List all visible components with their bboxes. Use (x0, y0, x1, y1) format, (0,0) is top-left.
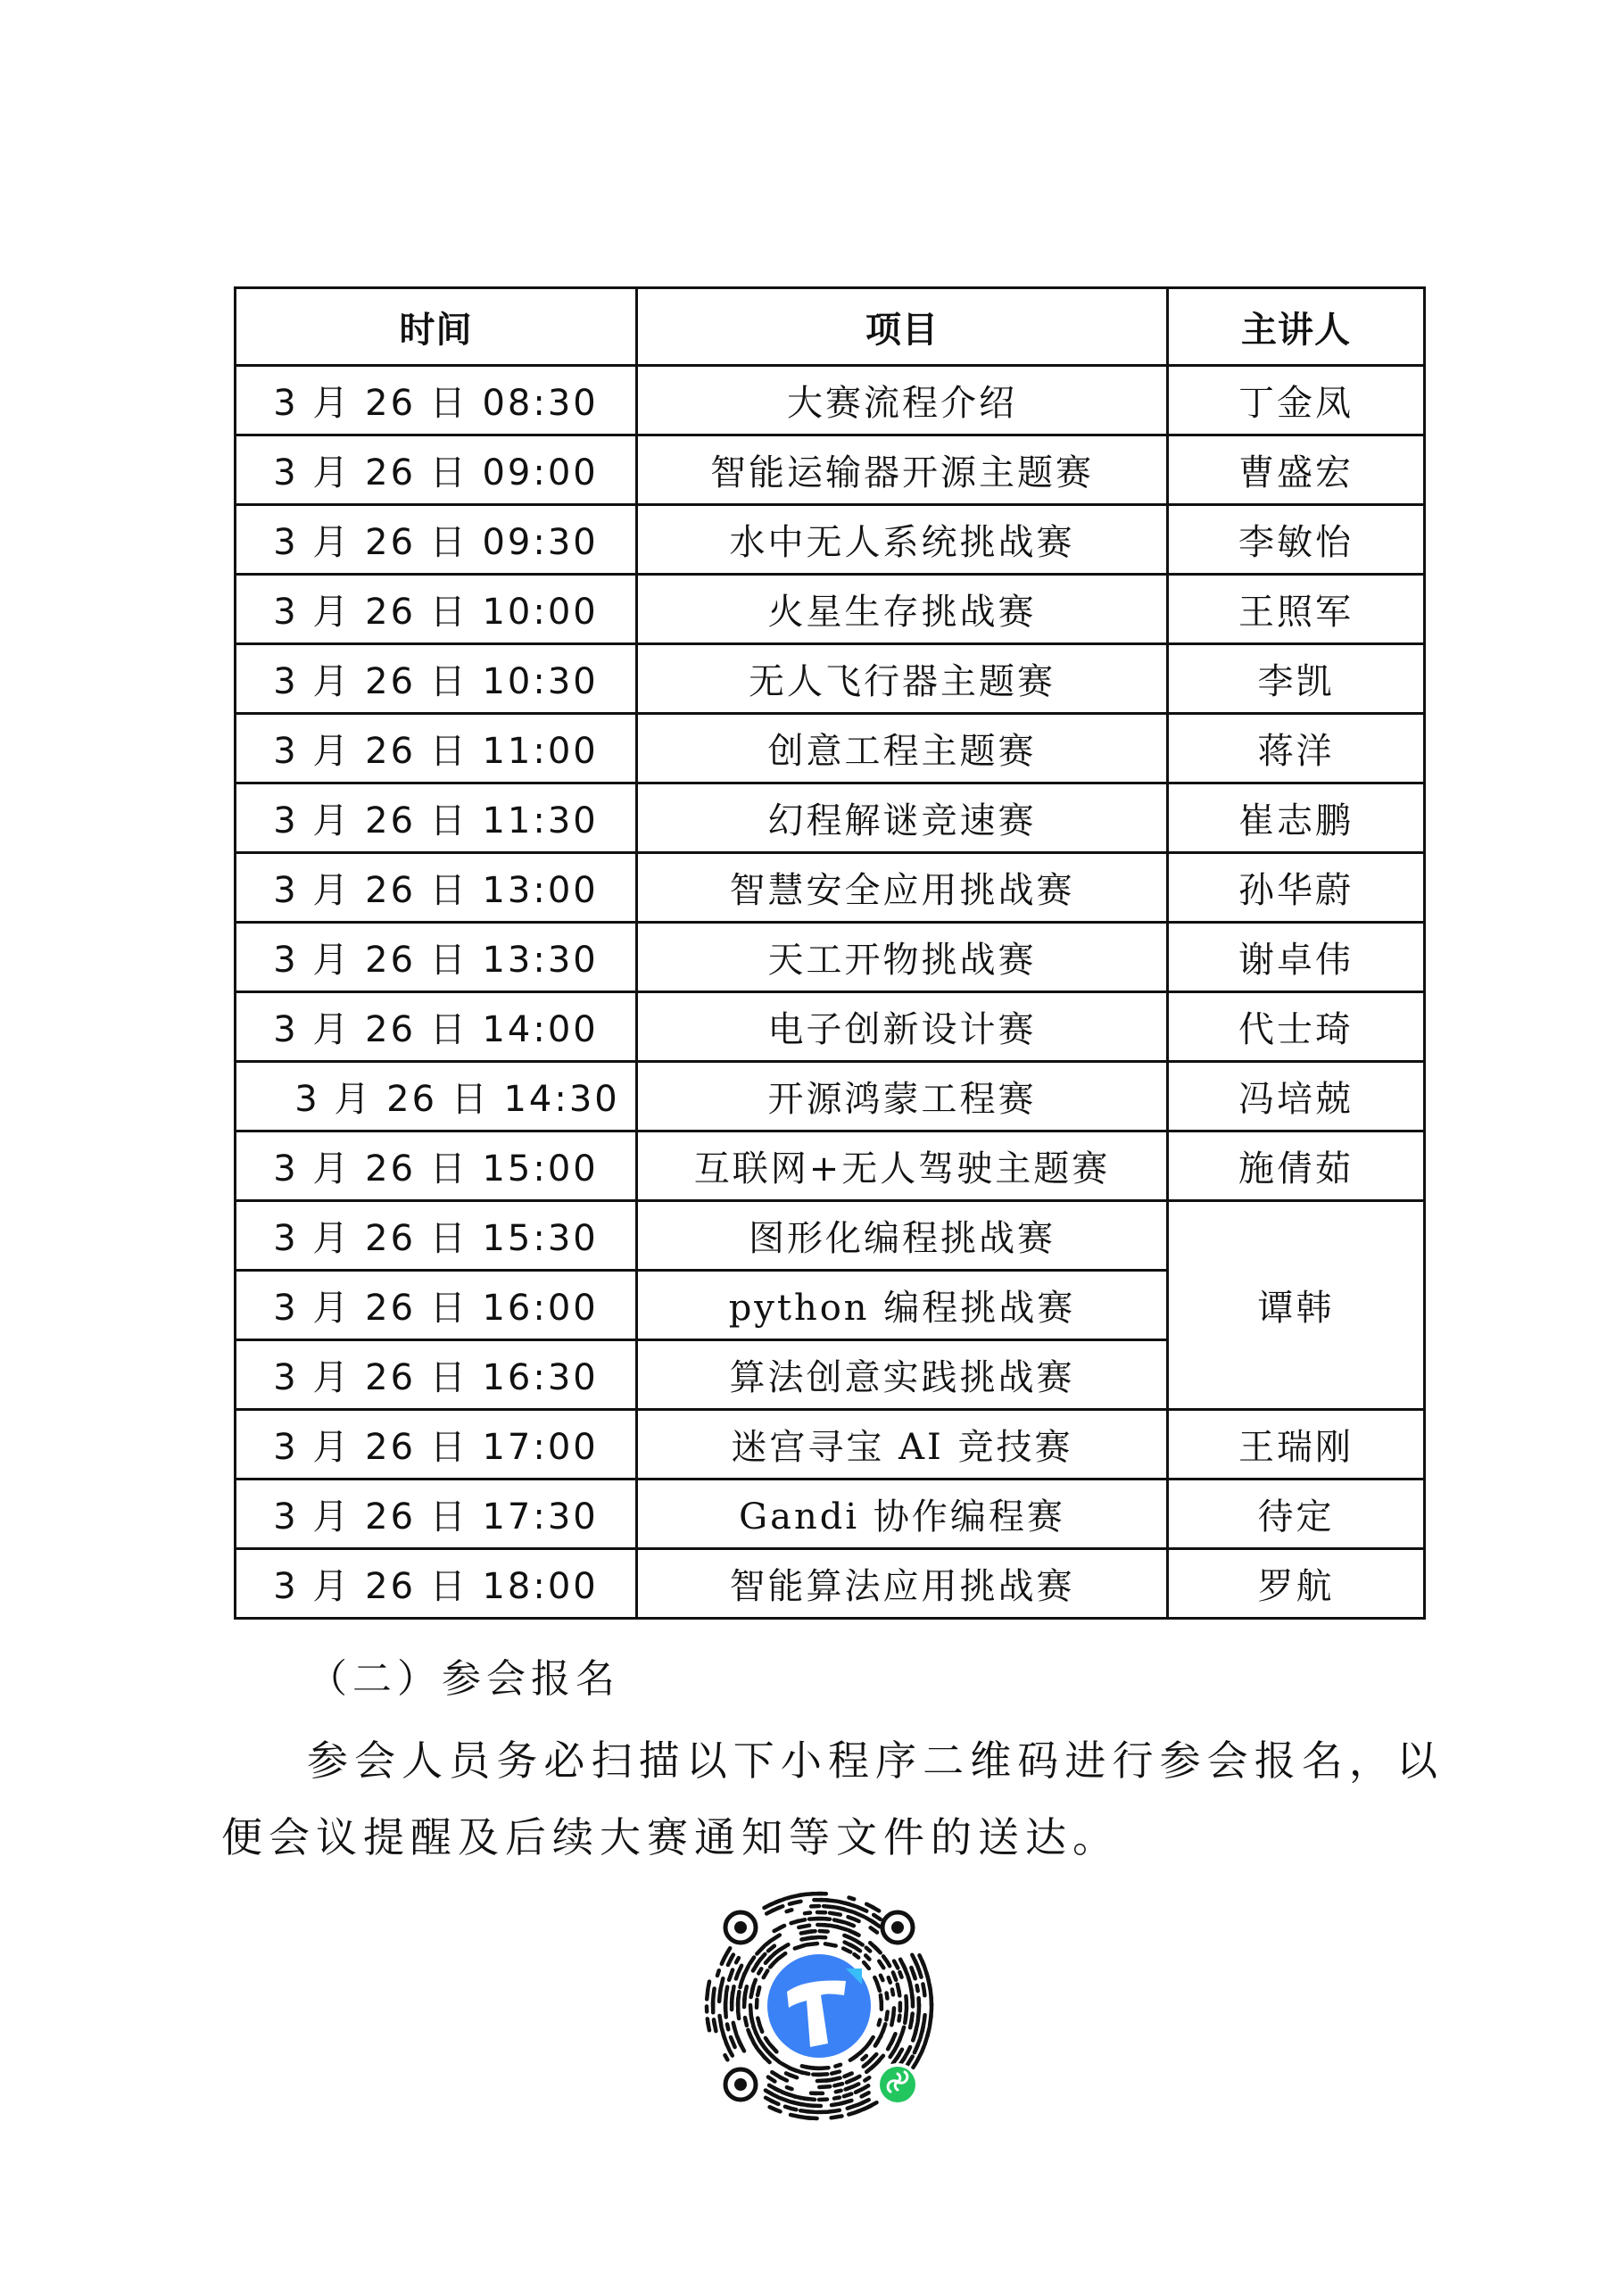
qr-dot (891, 2015, 893, 2026)
row-item: 互联网+无人驾驶主题赛 (637, 1131, 1168, 1201)
qr-dot (848, 2105, 857, 2109)
qr-dot (834, 2084, 842, 2085)
qr-dot (825, 1944, 836, 1945)
row-time: 3 月 26 日 13:00 (236, 853, 637, 923)
qr-dot (844, 2094, 852, 2097)
qr-dot (835, 2065, 840, 2067)
qr-dot (832, 2104, 840, 2106)
qr-dot (914, 1974, 915, 1979)
qr-dot (791, 2115, 799, 2117)
qr-dot (886, 2012, 887, 2020)
row-speaker: 待定 (1168, 1480, 1425, 1549)
qr-dot (797, 1919, 805, 1921)
qr-dot (893, 2055, 899, 2064)
row-item: 创意工程主题赛 (637, 714, 1168, 783)
row-item: 迷宫寻宝 AI 竞技赛 (637, 1410, 1168, 1480)
qr-dot (725, 1994, 726, 2005)
row-time: 3 月 26 日 16:30 (236, 1340, 637, 1410)
qr-dot (894, 1961, 898, 1969)
qr-dot (872, 1907, 879, 1911)
row-item: 智能算法应用挑战赛 (637, 1549, 1168, 1619)
qr-dot (731, 1955, 733, 1960)
qr-dot (879, 1961, 883, 1969)
qr-finder-top-left (725, 1912, 756, 1943)
qr-dot (805, 1913, 810, 1914)
qr-dot (714, 2019, 715, 2025)
qr-dot (780, 2098, 790, 2101)
mini-program-qr-code[interactable] (694, 1881, 944, 2131)
row-time: 3 月 26 日 09:30 (236, 505, 637, 575)
qr-dot (714, 1989, 715, 1994)
row-speaker: 罗航 (1168, 1549, 1425, 1619)
qr-dot (921, 2027, 923, 2038)
row-time: 3 月 26 日 08:30 (236, 366, 637, 435)
section-title: （二）参会报名 (308, 1656, 620, 1702)
qr-dot (807, 1937, 818, 1938)
row-item: Gandi 协作编程赛 (637, 1480, 1168, 1549)
qr-dot (726, 1987, 727, 1993)
table-row (236, 1062, 1425, 1131)
qr-dot (727, 1948, 730, 1952)
qr-dot (865, 2077, 869, 2080)
table-row (236, 1549, 1425, 1619)
row-time: 3 月 26 日 18:00 (236, 1549, 637, 1619)
row-speaker: 谢卓伟 (1168, 923, 1425, 992)
table-row (236, 1201, 1425, 1271)
qr-dot (720, 2016, 722, 2027)
qr-dot (864, 1962, 869, 1969)
row-time: 3 月 26 日 14:30 (236, 1062, 637, 1131)
row-item: 算法创意实践挑战赛 (637, 1340, 1168, 1410)
qr-dot (766, 2091, 773, 2095)
qr-dot (768, 2077, 775, 2082)
qr-dot (782, 2063, 791, 2068)
qr-dot (733, 2023, 734, 2028)
schedule-table (234, 286, 1426, 1620)
qr-dot (779, 1953, 785, 1958)
registration-paragraph: 参会人员务必扫描以下小程序二维码进行参会报名，以便会议提醒及后续大赛通知等文件的送达。 (221, 1737, 1444, 1861)
row-item: 无人飞行器主题赛 (637, 644, 1168, 714)
row-speaker: 冯培兢 (1168, 1062, 1425, 1131)
qr-dot (750, 2005, 751, 2016)
qr-dot (729, 1970, 733, 1980)
qr-dot (862, 2056, 866, 2060)
qr-dot (820, 1931, 828, 1932)
qr-dot (824, 1906, 834, 1907)
qr-dot (768, 1946, 774, 1952)
row-time: 3 月 26 日 14:00 (236, 992, 637, 1062)
qr-dot (856, 2089, 863, 2093)
row-item: 火星生存挑战赛 (637, 575, 1168, 644)
table-row (236, 505, 1425, 575)
table-row (236, 714, 1425, 783)
table-header-row (236, 288, 1425, 366)
row-speaker: 王瑞刚 (1168, 1410, 1425, 1480)
qr-dot (869, 2054, 876, 2062)
qr-dot (856, 1948, 860, 1951)
qr-dot (807, 1931, 816, 1932)
qr-dot (748, 2030, 750, 2037)
row-speaker: 李凯 (1168, 644, 1425, 714)
qr-dot (736, 1958, 739, 1962)
qr-dot (907, 2057, 912, 2066)
row-time: 3 月 26 日 11:00 (236, 714, 637, 783)
qr-dot (854, 1954, 858, 1958)
row-time: 3 月 26 日 09:00 (236, 435, 637, 505)
table-row (236, 1410, 1425, 1480)
row-speaker: 崔志鹏 (1168, 783, 1425, 853)
qr-dot (903, 1965, 907, 1975)
qr-dot (889, 1977, 890, 1983)
qr-dot (847, 2079, 854, 2083)
qr-dot (910, 2020, 912, 2028)
row-time: 3 月 26 日 16:00 (236, 1271, 637, 1340)
qr-dot (917, 2052, 923, 2062)
qr-dot (725, 2055, 728, 2060)
qr-dot (856, 1941, 863, 1945)
qr-dot (757, 1946, 764, 1954)
qr-dot (855, 1912, 865, 1917)
qr-dot (731, 2037, 735, 2047)
qr-dot (744, 1966, 749, 1976)
qr-dot (760, 1954, 766, 1960)
qr-dot (898, 1991, 899, 1996)
row-speaker: 曹盛宏 (1168, 435, 1425, 505)
header-speaker: 主讲人 (1168, 288, 1425, 366)
header-time: 时间 (236, 288, 637, 366)
qr-dot (930, 2016, 932, 2027)
qr-dot (879, 2020, 881, 2026)
row-time: 3 月 26 日 10:00 (236, 575, 637, 644)
qr-dot (846, 2086, 853, 2089)
row-time: 3 月 26 日 15:00 (236, 1131, 637, 1201)
qr-dot (802, 2066, 810, 2068)
qr-dot (707, 1989, 708, 2000)
qr-dot (875, 2042, 878, 2046)
row-speaker: 蒋洋 (1168, 714, 1425, 783)
qr-dot (887, 1961, 890, 1966)
qr-dot (875, 1947, 881, 1953)
qr-dot (899, 2016, 900, 2021)
qr-dot (905, 2015, 906, 2023)
qr-dot (915, 2045, 918, 2052)
row-item: 水中无人系统挑战赛 (637, 505, 1168, 575)
qr-dot (727, 2025, 728, 2030)
qr-dot (857, 1907, 866, 1911)
qr-dot (787, 1910, 792, 1911)
qr-dot (754, 1980, 756, 1985)
qr-dot (843, 1949, 850, 1952)
row-item: python 编程挑战赛 (637, 1271, 1168, 1340)
table-row (236, 992, 1425, 1062)
qr-dot (721, 1978, 724, 1989)
qr-dot (877, 1983, 880, 1991)
qr-dot (887, 1993, 888, 1999)
qr-dot (764, 1970, 768, 1977)
row-time: 3 月 26 日 13:30 (236, 923, 637, 992)
qr-dot (786, 2073, 791, 2075)
qr-dot (787, 2087, 792, 2089)
table-row (236, 1480, 1425, 1549)
qr-dot (770, 2107, 774, 2110)
qr-dot (749, 1958, 754, 1964)
qr-finder-top-right (882, 1912, 913, 1943)
qr-dot (866, 2065, 874, 2072)
row-item: 电子创新设计赛 (637, 992, 1168, 1062)
qr-dot (733, 1986, 734, 1997)
qr-dot (844, 2074, 851, 2077)
qr-dot (785, 2107, 791, 2109)
qr-dot (771, 1935, 780, 1942)
mini-program-badge-icon (880, 2067, 915, 2102)
qr-dot (758, 1969, 761, 1973)
qr-dot (913, 2035, 915, 2041)
row-time: 3 月 26 日 10:30 (236, 644, 637, 714)
row-speaker: 施倩茹 (1168, 1131, 1425, 1201)
table-row (236, 575, 1425, 644)
qr-dot (845, 1903, 856, 1907)
table-row (236, 1131, 1425, 1201)
qr-dot (924, 2035, 928, 2044)
row-item: 天工开物挑战赛 (637, 923, 1168, 992)
qr-dot (817, 2080, 828, 2081)
row-time: 3 月 26 日 11:30 (236, 783, 637, 853)
qr-dot (775, 1899, 785, 1902)
qr-dot (865, 1955, 869, 1959)
qr-dot (850, 2056, 857, 2060)
qr-dot (778, 1906, 783, 1908)
row-speaker: 王照军 (1168, 575, 1425, 644)
qr-dot (745, 1986, 747, 1994)
qr-dot (920, 1972, 922, 1977)
qr-dot (830, 1913, 840, 1915)
qr-dot (800, 2110, 808, 2111)
qr-dot (842, 1909, 853, 1911)
qr-dot (819, 2086, 830, 2087)
row-time: 3 月 26 日 17:00 (236, 1410, 637, 1480)
qr-dot (864, 2063, 868, 2067)
row-speaker: 丁金凤 (1168, 366, 1425, 435)
qr-dot (826, 1900, 837, 1901)
row-item: 图形化编程挑战赛 (637, 1201, 1168, 1271)
qr-dot (890, 2051, 895, 2058)
table-row (236, 923, 1425, 992)
row-speaker: 代士琦 (1168, 992, 1425, 1062)
row-speaker: 李敏怡 (1168, 505, 1425, 575)
row-item: 开源鸿蒙工程赛 (637, 1062, 1168, 1131)
qr-dot (924, 1990, 925, 1995)
header-item: 项目 (637, 288, 1168, 366)
qr-dot (834, 1920, 845, 1923)
qr-dot (893, 1972, 896, 1979)
qr-dot (899, 1972, 901, 1977)
qr-dot (766, 2038, 768, 2043)
qr-dot (918, 2010, 919, 2021)
row-speaker: 孙华蔚 (1168, 853, 1425, 923)
qr-dot (795, 1945, 805, 1949)
qr-dot (717, 1970, 719, 1976)
qr-dot (854, 1919, 859, 1921)
qr-dot (849, 2113, 854, 2115)
row-time: 3 月 26 日 15:30 (236, 1201, 637, 1271)
table-row (236, 435, 1425, 505)
qr-dot (832, 2116, 842, 2118)
qr-dot (722, 2028, 725, 2039)
row-item: 智能运输器开源主题赛 (637, 435, 1168, 505)
table-row (236, 853, 1425, 923)
table-row (236, 366, 1425, 435)
row-item: 大赛流程介绍 (637, 366, 1168, 435)
qr-dot (862, 2093, 869, 2096)
qr-dot (766, 2098, 773, 2101)
row-speaker-merged: 谭韩 (1168, 1201, 1425, 1410)
qr-dot (866, 1948, 871, 1952)
qr-dot (864, 2085, 868, 2088)
row-item: 幻程解谜竞速赛 (637, 783, 1168, 853)
qr-dot (836, 2091, 841, 2092)
qr-dot (745, 2018, 747, 2026)
qr-dot (832, 2072, 840, 2074)
qr-dot (769, 2085, 779, 2091)
row-item: 智慧安全应用挑战赛 (637, 853, 1168, 923)
qr-dot (772, 2072, 781, 2077)
qr-finder-bottom-left (725, 2069, 756, 2100)
qr-dot (871, 1920, 880, 1927)
qr-dot (759, 2024, 762, 2031)
qr-dot (881, 1976, 883, 1980)
qr-dot (834, 2098, 840, 2099)
qr-dot (758, 1987, 759, 1995)
table-row (236, 644, 1425, 714)
qr-dot (874, 1915, 881, 1919)
qr-dot (847, 1923, 854, 1926)
table-row (236, 783, 1425, 853)
qr-dot (913, 2063, 915, 2068)
qr-dot (836, 1927, 847, 1929)
qr-dot (799, 1926, 809, 1927)
qr-dot (849, 1898, 855, 1900)
qr-dot (871, 1927, 877, 1932)
qr-dot (779, 1944, 788, 1950)
qr-dot (888, 2040, 893, 2050)
qr-dot (758, 2050, 766, 2058)
qr-dot (737, 2035, 741, 2045)
qr-dot (738, 1966, 741, 1973)
qr-dot (854, 1933, 858, 1935)
qr-dot (780, 1926, 784, 1928)
qr-dot (738, 1992, 739, 2000)
qr-dot (708, 1982, 709, 1987)
qr-dot (917, 1985, 918, 1991)
qr-dot (892, 1990, 893, 1995)
row-time: 3 月 26 日 17:30 (236, 1480, 637, 1549)
